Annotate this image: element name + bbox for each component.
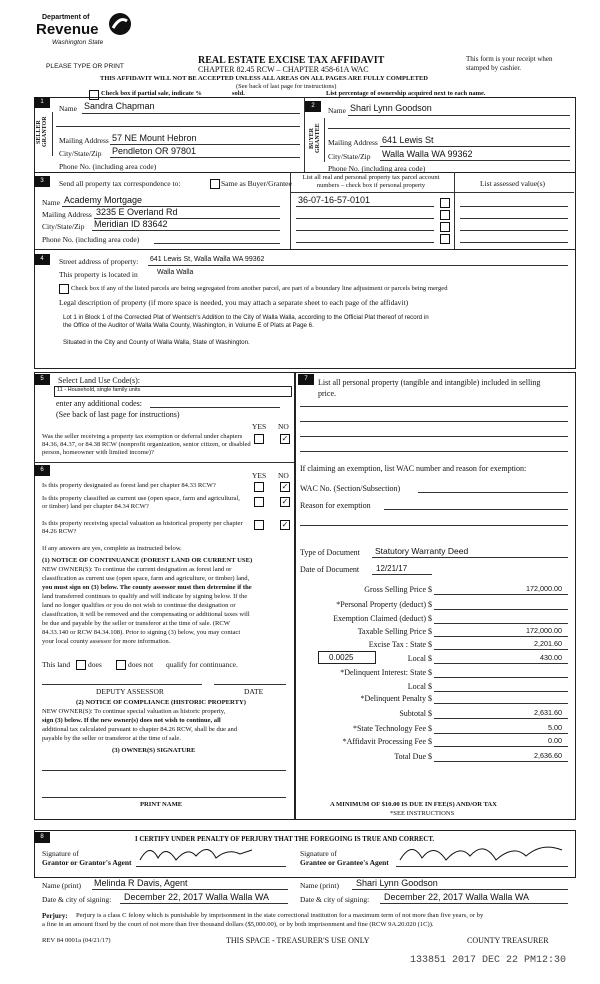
- section-1-badge: 1: [34, 97, 50, 108]
- seller-address-label: Mailing Address: [59, 136, 109, 145]
- grantor-signature-label-2: Grantor or Grantor's Agent: [42, 858, 132, 867]
- fee-row-label: Gross Selling Price $: [364, 585, 432, 594]
- fee-row-label: Local $: [407, 682, 432, 691]
- sold-label: sold.: [232, 90, 245, 97]
- revenue-logo: [36, 12, 126, 52]
- county-treasurer-label: COUNTY TREASURER: [467, 936, 549, 945]
- personal-property-line-2: price.: [318, 389, 336, 398]
- parcel-number-field[interactable]: 36-07-16-57-0101: [298, 195, 371, 205]
- notice-continuance-title: (1) NOTICE OF CONTINUANCE (FOREST LAND OR CURRENT USE): [42, 557, 253, 564]
- cashier-stamp: 133851 2017 DEC 22 PM12:30: [410, 955, 567, 966]
- same-as-buyer-checkbox[interactable]: [210, 179, 220, 189]
- buyer-address-field[interactable]: 641 Lewis St: [382, 135, 434, 145]
- buyer-grantee-label: BUYER GRANTEE: [309, 123, 321, 153]
- additional-codes-label: enter any additional codes:: [56, 399, 142, 408]
- street-address-label: Street address of property:: [59, 257, 139, 266]
- sec6-yes-header: YES: [252, 471, 267, 480]
- land-does-not-checkbox[interactable]: [116, 660, 126, 670]
- segregated-parcel-checkbox[interactable]: [59, 284, 69, 294]
- buyer-address-label: Mailing Address: [328, 138, 378, 147]
- see-instructions-note: *SEE INSTRUCTIONS: [390, 810, 455, 817]
- assessor-date-label: DATE: [244, 687, 264, 696]
- land-does-not-label: does not: [128, 660, 154, 669]
- fee-row-value[interactable]: 2,201.60: [534, 639, 562, 648]
- if-any-yes: If any answers are yes, complete as instructed below.: [42, 545, 182, 552]
- forest-land-no[interactable]: ✓: [281, 482, 289, 491]
- section-3-badge: 3: [34, 176, 50, 187]
- continuance-line-6: classification, it will be removed and the compensating or additional taxes will: [42, 611, 250, 618]
- sec5-no-header: NO: [278, 422, 289, 431]
- legal-description-line-1: Lot 1 in Block 1 of the Corrected Plat of Wentsch's Addition to the City of Walla Walla, according to the Official Plat thereof of record in: [63, 314, 429, 321]
- personal-property-checkbox-2[interactable]: [440, 210, 450, 220]
- seller-phone-label: Phone No. (including area code): [59, 162, 157, 171]
- seller-address-field[interactable]: 57 NE Mount Hebron: [112, 133, 197, 143]
- partial-sale-label: Check box if partial sale, indicate %: [101, 90, 202, 97]
- fee-row-label: *Personal Property (deduct) $: [336, 600, 432, 609]
- grantor-date-label: Date & city of signing:: [42, 895, 112, 904]
- buyer-name-field[interactable]: Shari Lynn Goodson: [350, 103, 432, 113]
- grantee-date-label: Date & city of signing:: [300, 895, 370, 904]
- fee-row-label: Exemption Claimed (deduct) $: [333, 614, 432, 623]
- land-use-code-field[interactable]: [54, 386, 292, 397]
- exemption-instructions: If claiming an exemption, list WAC number and reason for exemption:: [300, 464, 527, 473]
- forest-land-question: Is this property designated as forest land per chapter 84.33 RCW?: [42, 482, 216, 489]
- see-back: (See back of last page for instructions): [236, 83, 337, 90]
- fee-row-value[interactable]: 172,000.00: [526, 626, 562, 635]
- document-date-label: Date of Document: [300, 565, 360, 574]
- continuance-line-7: be due and payable by the seller or transferor at the time of sale. (RCW: [42, 620, 231, 627]
- perjury-text-2: a fine in an amount fixed by the court of not more than five thousand dollars ($5,000.00), or by both imprisonment and fine (RCW 9A.20.020 (1C)).: [42, 921, 434, 928]
- compliance-line-1: NEW OWNER(S): To continue special valuation as historic property,: [42, 708, 226, 715]
- section-6-badge: 6: [34, 465, 50, 476]
- continuance-line-9: your local county assessor for more information.: [42, 638, 171, 645]
- deputy-assessor-label: DEPUTY ASSESSOR: [96, 687, 164, 696]
- compliance-line-2: sign (3) below. If the new owner(s) does not wish to continue, all: [42, 717, 221, 724]
- section-7-badge: 7: [298, 374, 314, 385]
- land-use-code-value: 11 - Household, single family units: [57, 387, 141, 393]
- located-label: This property is located in: [59, 270, 138, 279]
- current-use-yes[interactable]: [254, 497, 264, 507]
- segregated-parcel-label: Check box if any of the listed parcels are being segregated from another parcel, are part of a boundary line adjustment or parcels being merged: [71, 285, 448, 292]
- fee-row-label: Subtotal $: [399, 709, 432, 718]
- fee-row-value[interactable]: 430.00: [540, 653, 562, 662]
- seller-exemption-question: Was the seller receiving a property tax exemption or deferral under chapters 84.36, 84.37, or 84.38 RCW (nonprofit organization, senior citizen, or disabled person, homeowner with limited income)?: [42, 433, 251, 456]
- type-or-print: PLEASE TYPE OR PRINT: [46, 63, 124, 70]
- grantee-date-field[interactable]: December 22, 2017 Walla Walla WA: [384, 892, 530, 902]
- seller-grantor-label: SELLER GRANTOR: [36, 116, 48, 148]
- grantee-name-label: Name (print): [300, 881, 339, 890]
- grantor-signature-mark[interactable]: [136, 840, 256, 866]
- continuance-line-2: classification as current use (open space, farm and agriculture, or timber) land,: [42, 575, 250, 582]
- form-title: REAL ESTATE EXCISE TAX AFFIDAVIT: [198, 55, 385, 66]
- notice-compliance-title: (2) NOTICE OF COMPLIANCE (HISTORIC PROPERTY): [76, 699, 246, 706]
- current-use-question: Is this property classified as current use (open space, farm and agricultural, or timber) land per chapter 84.34 RCW?: [42, 495, 240, 510]
- grantee-name-field[interactable]: Shari Lynn Goodson: [356, 878, 438, 888]
- correspondence-city-field[interactable]: Meridian ID 83642: [94, 219, 168, 229]
- fee-row-label: *Affidavit Processing Fee $: [342, 737, 432, 746]
- wac-label: WAC No. (Section/Subsection): [300, 484, 401, 493]
- fee-row-label: Total Due $: [394, 752, 432, 761]
- fee-row-label: Local $: [407, 654, 432, 663]
- fee-row-value[interactable]: 5.00: [548, 723, 562, 732]
- certify-statement: I CERTIFY UNDER PENALTY OF PERJURY THAT THE FOREGOING IS TRUE AND CORRECT.: [135, 836, 435, 843]
- parcel-header: List all real and personal property tax parcel account numbers – check box if personal property: [302, 174, 440, 189]
- fee-row-label: Excise Tax : State $: [368, 640, 432, 649]
- section-5-instructions: (See back of last page for instructions): [56, 410, 180, 419]
- continuance-line-5: land no longer qualifies or you do not wish to continue the designation or: [42, 602, 236, 609]
- compliance-line-4: payable by the seller or transferor at the time of sale.: [42, 735, 181, 742]
- grantee-signature-label: Signature of: [300, 849, 337, 858]
- continuance-line-3: you must sign on (3) below. The county assessor must then determine if the: [42, 584, 252, 591]
- section-8-badge: 8: [34, 832, 50, 843]
- correspondence-address-field[interactable]: 3235 E Overland Rd: [96, 207, 178, 217]
- located-field[interactable]: Walla Walla: [157, 269, 194, 276]
- street-address-field[interactable]: 641 Lewis St, Walla Walla WA 99362: [150, 256, 265, 263]
- exemption-reason-label: Reason for exemption: [300, 501, 371, 510]
- section-4-box: [34, 249, 576, 369]
- local-rate-value: 0.0025: [329, 653, 354, 662]
- form-chapter: CHAPTER 82.45 RCW – CHAPTER 458-61A WAC: [198, 65, 369, 74]
- seller-city-label: City/State/Zip: [59, 149, 102, 158]
- land-does-label: does: [88, 660, 102, 669]
- grantor-date-field[interactable]: December 22, 2017 Walla Walla WA: [124, 892, 270, 902]
- continuance-line-4: land transferred continues to qualify and will indicate by signing below. If the: [42, 593, 248, 600]
- list-percentage: List percentage of ownership acquired next to each name.: [326, 90, 486, 97]
- legal-description-line-2: the Office of the Auditor of Walla Walla County, Washington, in Volume E of Plats at Page 6.: [63, 322, 314, 329]
- sec6-no-header: NO: [278, 471, 289, 480]
- personal-property-checkbox-1[interactable]: [440, 198, 450, 208]
- grantor-name-label: Name (print): [42, 881, 81, 890]
- legal-description-line-3: Situated in the City and County of Walla Walla, State of Washington.: [63, 339, 250, 346]
- receipt-note: This form is your receipt when stamped by cashier.: [466, 55, 553, 72]
- logo-dept: Department of: [42, 14, 90, 21]
- fee-row-label: *Delinquent Penalty $: [360, 694, 432, 703]
- correspondence-name-label: Name: [42, 198, 60, 207]
- buyer-name-label: Name: [328, 106, 346, 115]
- seller-name-label: Name: [59, 104, 77, 113]
- document-type-field[interactable]: Statutory Warranty Deed: [375, 546, 469, 556]
- document-type-label: Type of Document: [300, 548, 360, 557]
- current-use-no[interactable]: ✓: [281, 497, 289, 506]
- this-land-label: This land: [42, 660, 71, 669]
- section-5-badge: 5: [34, 374, 50, 385]
- seller-exemption-yes[interactable]: [254, 434, 264, 444]
- logo-state: Washington State: [52, 39, 104, 46]
- select-land-use-label: Select Land Use Code(s):: [58, 376, 140, 385]
- document-date-field[interactable]: 12/21/17: [376, 564, 408, 573]
- seller-exemption-no[interactable]: ✓: [281, 434, 289, 443]
- forest-land-yes[interactable]: [254, 482, 264, 492]
- logo-swoosh-icon: [108, 12, 132, 36]
- compliance-line-3: additional tax calculated pursuant to chapter 84.26 RCW, shall be due and: [42, 726, 238, 733]
- historical-question: Is this property receiving special valuation as historical property per chapter 84.26 RCW?: [42, 520, 243, 535]
- section-2-badge: 2: [305, 101, 321, 112]
- local-rate-field[interactable]: [318, 651, 376, 664]
- continuance-line-1: NEW OWNER(S): To continue the current designation as forest land or: [42, 566, 232, 573]
- assessed-header: List assessed value(s): [480, 179, 545, 188]
- perjury-label: Perjury:: [42, 912, 68, 920]
- fee-row-label: Taxable Selling Price $: [357, 627, 432, 636]
- fee-row-value[interactable]: 2,636.60: [534, 751, 562, 760]
- seller-city-field[interactable]: Pendleton OR 97801: [112, 146, 197, 156]
- fee-row-label: *Delinquent Interest: State $: [340, 668, 432, 677]
- correspondence-city-label: City/State/Zip: [42, 222, 85, 231]
- owner-signature-title: (3) OWNER(S) SIGNATURE: [112, 747, 196, 754]
- personal-property-line-1: List all personal property (tangible and intangible) included in selling: [318, 378, 541, 387]
- correspondence-phone-label: Phone No. (including area code): [42, 235, 140, 244]
- form-notice: THIS AFFIDAVIT WILL NOT BE ACCEPTED UNLESS ALL AREAS ON ALL PAGES ARE FULLY COMPLETED: [100, 75, 428, 82]
- sec5-yes-header: YES: [252, 422, 267, 431]
- perjury-text-1: Perjury is a class C felony which is punishable by imprisonment in the state correctional institution for a maximum term of not more than five years, or by: [76, 912, 484, 919]
- grantee-signature-label-2: Grantee or Grantee's Agent: [300, 858, 389, 867]
- fee-row-value[interactable]: 0.00: [548, 736, 562, 745]
- logo-revenue: Revenue: [36, 21, 99, 38]
- continuance-line-8: 84.33.140 or RCW 84.34.108). Prior to signing (3) below, you may contact: [42, 629, 241, 636]
- personal-property-checkbox-4[interactable]: [440, 234, 450, 244]
- fee-row-value[interactable]: 172,000.00: [526, 584, 562, 593]
- print-name-label: PRINT NAME: [140, 801, 183, 808]
- buyer-city-label: City/State/Zip: [328, 152, 371, 161]
- land-does-checkbox[interactable]: [76, 660, 86, 670]
- qualify-label: qualify for continuance.: [166, 660, 238, 669]
- correspondence-address-label: Mailing Address: [42, 210, 92, 219]
- historical-yes[interactable]: [254, 520, 264, 530]
- section-4-badge: 4: [34, 254, 50, 265]
- correspondence-name-field[interactable]: Academy Mortgage: [64, 195, 143, 205]
- fee-row-label: *State Technology Fee $: [352, 724, 432, 733]
- minimum-due-note: A MINIMUM OF $10.00 IS DUE IN FEE(S) AND/OR TAX: [330, 801, 497, 808]
- seller-name-field[interactable]: Sandra Chapman: [84, 101, 155, 111]
- historical-no[interactable]: ✓: [281, 520, 289, 529]
- buyer-phone-label: Phone No. (including area code): [328, 164, 426, 173]
- legal-description-label: Legal description of property (if more space is needed, you may attach a separate sheet to each page of the affidavit): [59, 298, 409, 307]
- grantor-signature-label: Signature of: [42, 849, 79, 858]
- grantee-signature-mark[interactable]: [396, 838, 566, 868]
- form-revision: REV 84 0001a (04/21/17): [42, 937, 111, 944]
- treasurer-use-label: THIS SPACE - TREASURER'S USE ONLY: [226, 936, 370, 945]
- personal-property-checkbox-3[interactable]: [440, 222, 450, 232]
- fee-row-value[interactable]: 2,631.60: [534, 708, 562, 717]
- send-correspondence: Send all property tax correspondence to:: [59, 179, 181, 188]
- buyer-city-field[interactable]: Walla Walla WA 99362: [382, 149, 473, 159]
- same-as-buyer-label: Same as Buyer/Grantee: [221, 179, 292, 188]
- grantor-name-field[interactable]: Melinda R Davis, Agent: [94, 878, 188, 888]
